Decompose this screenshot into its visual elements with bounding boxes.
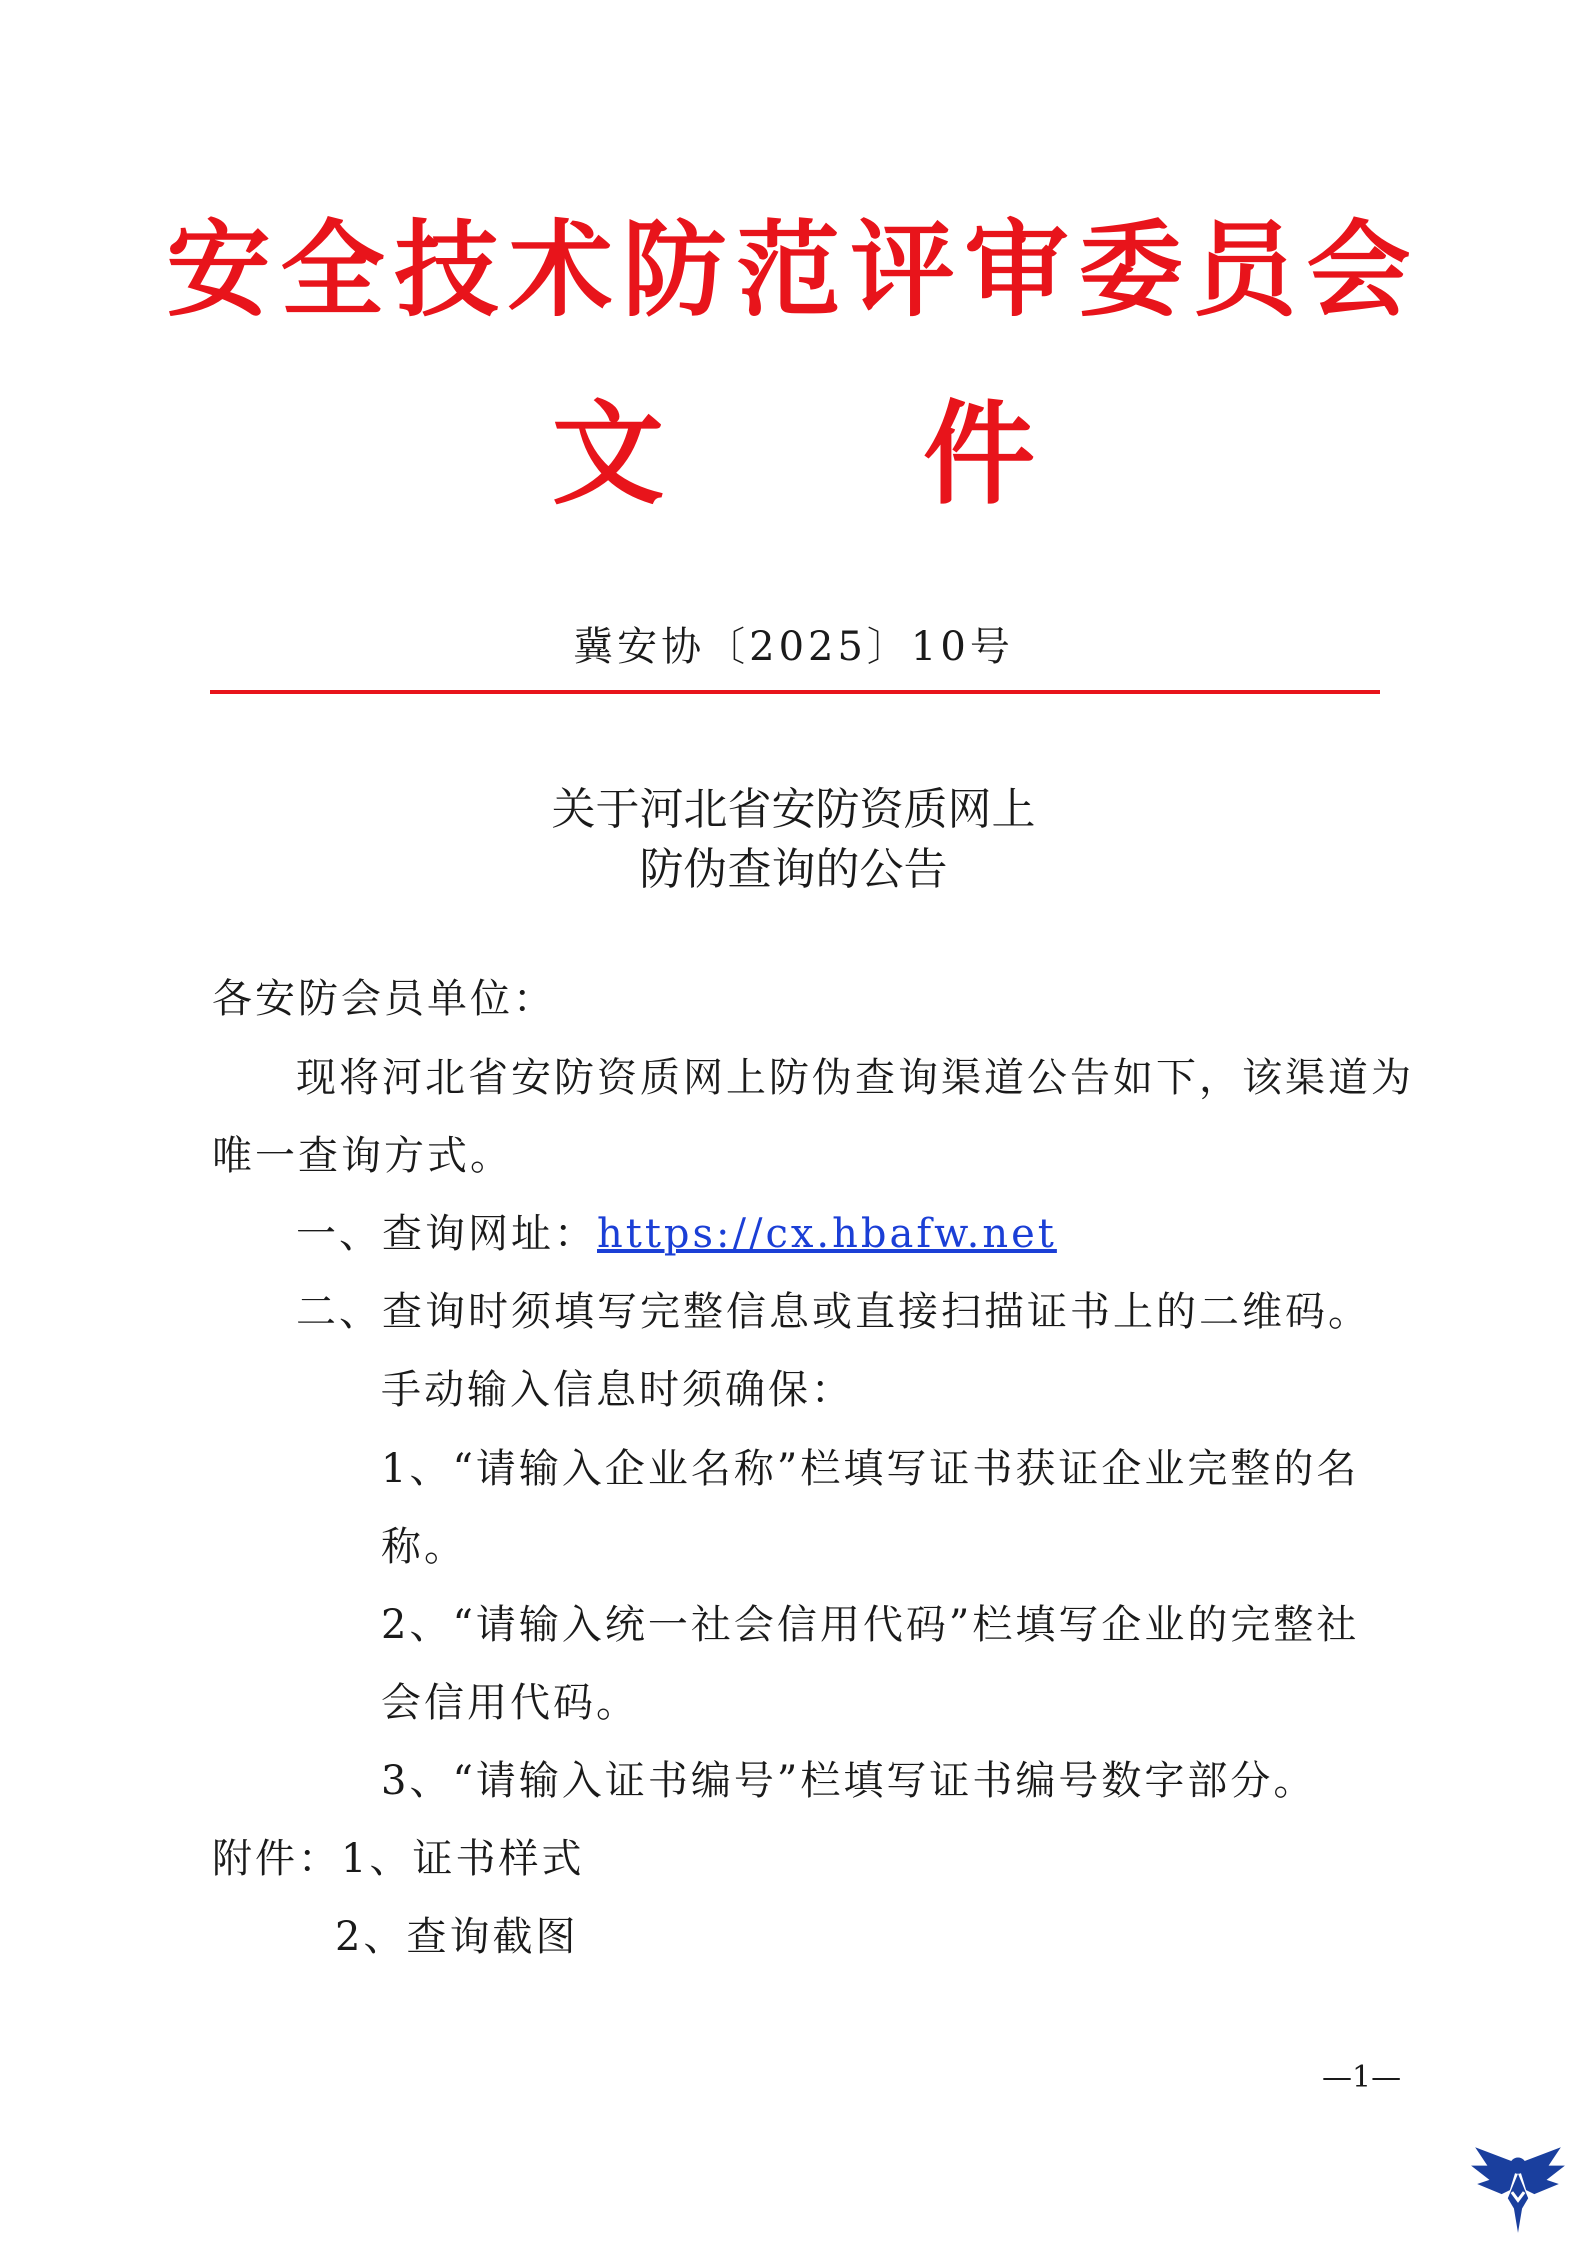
title-line-2: 防伪查询的公告 <box>639 844 948 895</box>
sub-item-1-line-2: 称。 <box>381 1524 467 1570</box>
sub-item-3: 3、“请输入证书编号”栏填写证书编号数字部分。 <box>381 1758 1317 1804</box>
document-number: 冀安协〔2025〕10号 <box>573 624 1014 670</box>
eagle-logo-icon <box>1467 2135 1569 2237</box>
intro-line-2: 唯一查询方式。 <box>212 1133 513 1179</box>
page-number: —1— <box>1322 2060 1402 2095</box>
item-2: 二、查询时须填写完整信息或直接扫描证书上的二维码。 <box>296 1289 1371 1335</box>
sub-item-2-line-2: 会信用代码。 <box>381 1680 639 1726</box>
query-url-link[interactable]: https://cx.hbafw.net <box>597 1211 1057 1257</box>
item-1 <box>296 1208 1057 1260</box>
attachments-line-1 <box>212 1833 584 1885</box>
doc-type-heading: 文 件 <box>552 390 1145 520</box>
manual-intro: 手动输入信息时须确保： <box>381 1367 854 1413</box>
title-line-1: 关于河北省安防资质网上 <box>551 784 1036 835</box>
attachments-label: 附件： <box>212 1836 341 1882</box>
item-1-prefix: 一、查询网址： <box>296 1211 597 1257</box>
attachment-1: 1、证书样式 <box>341 1836 585 1882</box>
red-divider <box>210 690 1380 694</box>
sub-item-2-line-1: 2、“请输入统一社会信用代码”栏填写企业的完整社 <box>381 1602 1360 1648</box>
salutation: 各安防会员单位： <box>212 976 556 1022</box>
org-name-heading: 安全技术防范评审委员会 <box>166 209 1421 331</box>
intro-line-1: 现将河北省安防资质网上防伪查询渠道公告如下，该渠道为 <box>296 1055 1414 1101</box>
attachment-2: 2、查询截图 <box>335 1914 579 1960</box>
sub-item-1-line-1: 1、“请输入企业名称”栏填写证书获证企业完整的名 <box>381 1446 1360 1492</box>
